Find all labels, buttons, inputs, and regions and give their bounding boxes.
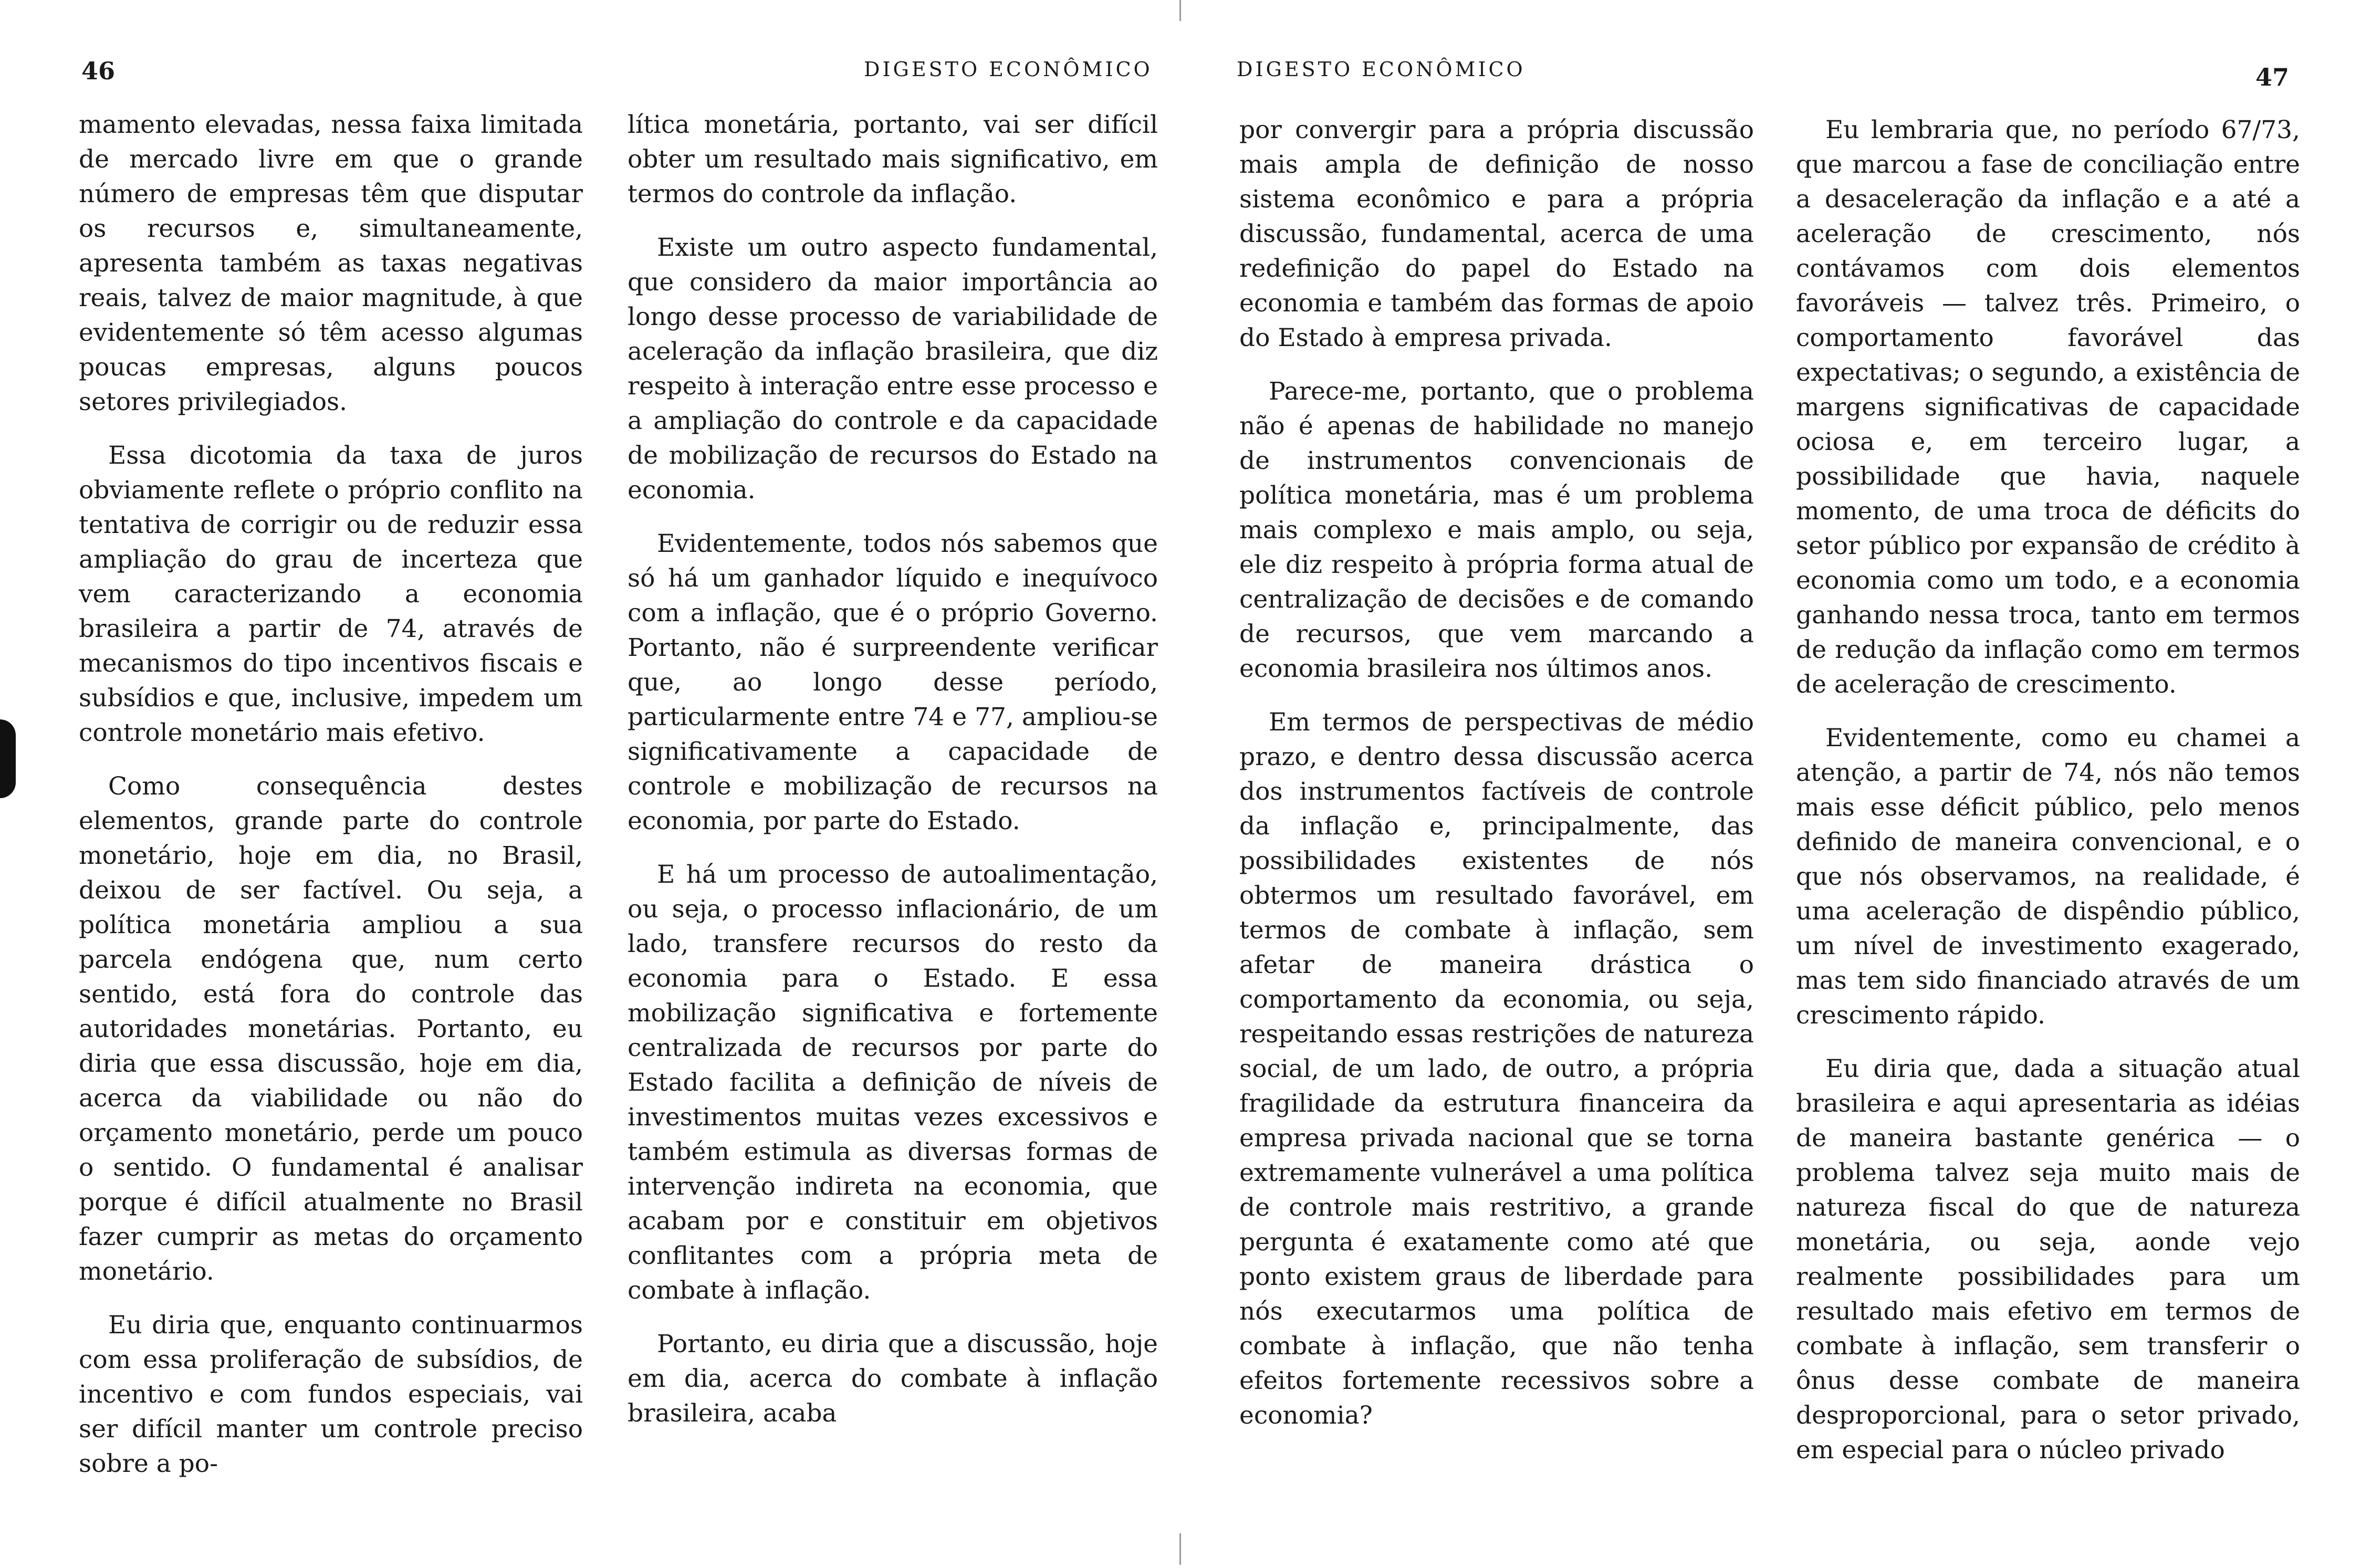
paragraph: Essa dicotomia da taxa de juros obviamente reflete o próprio conflito na tentativa de corrigir ou de reduzir essa ampliação do grau de incerteza que vem caracterizando a economia brasileira a partir de 74, através de mecanismos do tipo incentivos fiscais e subsídios e que, inclusive, impedem um controle monetário mais efetivo. (79, 441, 583, 747)
gutter-mark-bottom (1179, 1533, 1181, 1565)
right-running-head: DIGESTO ECONÔMICO (1237, 58, 1526, 81)
paragraph: Evidentemente, todos nós sabemos que só há um ganhador líquido e inequívoco com a inflação, que é o próprio Governo. Portanto, não é surpreendente verificar que, ao longo desse período, particularmente entre 74 e 77, ampliou-se significativamente a capacidade de controle e mobilização de recursos na economia, por parte do Estado. (628, 529, 1158, 835)
paragraph: E há um processo de autoalimentação, ou seja, o processo inflacionário, de um lado, transfere recursos do resto da economia para o Estado. E essa mobilização significativa e fortemente centralizada de recursos por parte do Estado facilita a definição de níveis de investimentos muitas vezes excessivos e também estimula as diversas formas de intervenção indireta na economia, que acabam por e constituir em objetivos conflitantes com a própria meta de combate à inflação. (628, 860, 1158, 1305)
left-column-1 (79, 108, 583, 1500)
right-column-2 (1796, 113, 2300, 1487)
paragraph: Parece-me, portanto, que o problema não é apenas de habilidade no manejo de instrumentos convencionais de política monetária, mas é um problema mais complexo e mais amplo, ou seja, ele diz respeito à própria forma atual de centralização de decisões e de comando de recursos, que vem marcando a economia brasileira nos últimos anos. (1239, 377, 1754, 683)
paragraph: Eu lembraria que, no período 67/73, que marcou a fase de conciliação entre a desaceleração da inflação e a até a aceleração de crescimento, nós contávamos com dois elementos favoráveis — talvez três. Primeiro, o comportamento favorável das expectativas; o segundo, a existência de margens significativas de capacidade ociosa e, em terceiro lugar, a possibilidade que havia, naquele momento, de uma troca de déficits do setor público por expansão de crédito à economia como um todo, e a economia ganhando nessa troca, tanto em termos de redução da inflação como em termos de aceleração de crescimento. (1796, 116, 2300, 699)
paragraph: por convergir para a própria discussão mais ampla de definição de nosso sistema econômico e para a própria discussão, fundamental, acerca de uma redefinição do papel do Estado na economia e também das formas de apoio do Estado à empresa privada. (1239, 116, 1754, 352)
paragraph: Existe um outro aspecto fundamental, que considero da maior importância ao longo desse processo de variabilidade de aceleração da inflação brasileira, que diz respeito à interação entre esse processo e a ampliação do controle e da capacidade de mobilização de recursos do Estado na economia. (628, 233, 1158, 505)
left-running-head: DIGESTO ECONÔMICO (864, 58, 1153, 81)
paragraph: Eu diria que, dada a situação atual brasileira e aqui apresentaria as idéias de maneira bastante genérica — o problema talvez seja muito mais de natureza fiscal do que de natureza monetária, ou seja, aonde vejo realmente possibilidades para um resultado mais efetivo em termos de combate à inflação, sem transferir o ônus desse combate de maneira desproporcional, para o setor privado, em especial para o núcleo privado (1796, 1054, 2300, 1465)
paragraph: Portanto, eu diria que a discussão, hoje em dia, acerca do combate à inflação brasileira, acaba (628, 1330, 1158, 1428)
paragraph: Como consequência destes elementos, grande parte do controle monetário, hoje em dia, no Brasil, deixou de ser factível. Ou seja, a política monetária ampliou a sua parcela endógena que, num certo sentido, está fora do controle das autoridades monetárias. Portanto, eu diria que essa discussão, hoje em dia, acerca da viabilidade ou não do orçamento monetário, perde um pouco o sentido. O fundamental é analisar porque é difícil atualmente no Brasil fazer cumprir as metas do orçamento monetário. (79, 772, 583, 1286)
left-column-2 (628, 108, 1158, 1450)
paragraph: Evidentemente, como eu chamei a atenção, a partir de 74, nós não temos mais esse déficit público, pelo menos definido de maneira convencional, e o que nós observamos, na realidade, é uma aceleração de dispêndio público, um nível de investimento exagerado, mas tem sido financiado através de um crescimento rápido. (1796, 724, 2300, 1030)
left-page-number: 46 (81, 57, 116, 85)
paragraph: Em termos de perspectivas de médio prazo, e dentro dessa discussão acerca dos instrumentos factíveis de controle da inflação e, principalmente, das possibilidades existentes de nós obtermos um resultado favorável, em termos de combate à inflação, sem afetar de maneira drástica o comportamento da economia, ou seja, respeitando essas restrições de natureza social, de um lado, de outro, a própria fragilidade da estrutura financeira da empresa privada nacional que se torna extremamente vulnerável a uma política de controle mais restritivo, a grande pergunta é exatamente como até que ponto existem graus de liberdade para nós executarmos uma política de combate à inflação, que não tenha efeitos fortemente recessivos sobre a economia? (1239, 708, 1754, 1430)
right-page-number: 47 (2255, 63, 2290, 91)
paragraph: Eu diria que, enquanto continuarmos com essa proliferação de subsídios, de incentivo e com fundos especiais, vai ser difícil manter um controle preciso sobre a po- (79, 1311, 583, 1478)
gutter-mark-top (1179, 0, 1181, 21)
paragraph: mamento elevadas, nessa faixa limitada de mercado livre em que o grande número de empresas têm que disputar os recursos e, simultaneamente, apresenta também as taxas negativas reais, talvez de maior magnitude, à que evidentemente só têm acesso algumas poucas empresas, alguns poucos setores privilegiados. (79, 110, 583, 416)
paragraph: lítica monetária, portanto, vai ser difícil obter um resultado mais significativo, em termos do controle da inflação. (628, 110, 1158, 208)
right-column-1 (1239, 113, 1754, 1452)
scan-edge-artifact (0, 719, 16, 798)
